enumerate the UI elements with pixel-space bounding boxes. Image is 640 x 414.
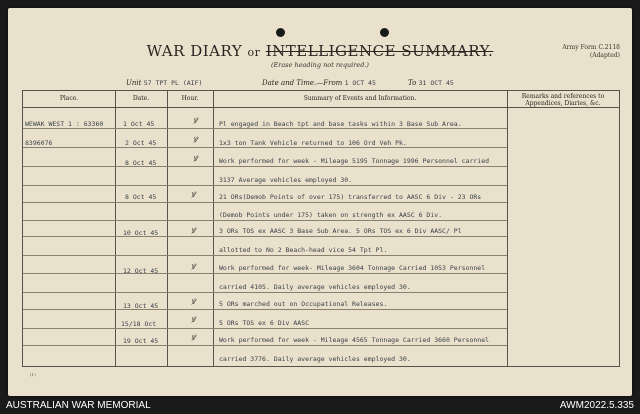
row-summary-line: Work performed for week- Mileage 3604 Tonnage Carried 1053 Personnel bbox=[219, 264, 486, 272]
punch-hole bbox=[276, 28, 285, 37]
initials-mark: ꝟ bbox=[191, 297, 196, 307]
form-code: (1) bbox=[30, 372, 36, 377]
header-date: Date. bbox=[132, 95, 150, 102]
war-diary-page bbox=[8, 8, 632, 396]
row-date: 2 Oct 45 bbox=[125, 139, 157, 147]
row-date: 12 Oct 45 bbox=[123, 267, 159, 275]
row-place: WEWAK WEST 1 : 63360 bbox=[25, 120, 104, 128]
title-or: or bbox=[247, 46, 261, 59]
row-date: 19 Oct 45 bbox=[123, 337, 159, 345]
form-subtitle: (Erase heading not required.) bbox=[271, 61, 369, 69]
row-summary-line: 5 ORs marched out on Occupational Releases. bbox=[219, 300, 388, 308]
row-summary-line: Pl engaged in Beach tpt and base tasks within 3 Base Sub Area. bbox=[219, 120, 462, 128]
initials-mark: ꝟ bbox=[193, 135, 198, 145]
initials-mark: ꝟ bbox=[193, 116, 198, 126]
row-date: 10 Oct 45 bbox=[123, 229, 159, 237]
row-summary-line: 5 ORs TOS ex 6 Div AASC bbox=[219, 319, 310, 327]
row-date: 8 Oct 45 bbox=[125, 193, 157, 201]
army-form-number: Army Form C.2118 (Adapted) bbox=[562, 44, 620, 59]
unit-field: Unit 57 TPT PL (AIF) bbox=[126, 79, 203, 87]
initials-mark: ꝟ bbox=[193, 154, 198, 164]
row-summary-line: carried 3776. Daily average vehicles employed 30. bbox=[219, 355, 411, 363]
header-summary: Summary of Events and Information. bbox=[303, 95, 417, 102]
row-summary-line: Work performed for week - Mileage 4565 Tonnage Carried 3660 Personnel bbox=[219, 336, 490, 344]
header-place: Place. bbox=[59, 95, 79, 102]
row-summary-line: allotted to No 2 Beach-head vice 54 Tpt Pl. bbox=[219, 246, 388, 254]
credit-accession-number: AWM2022.5.335 bbox=[559, 400, 634, 411]
row-summary-line: 1x3 ton Tank Vehicle returned to 106 Ord Veh Pk. bbox=[219, 139, 407, 147]
row-summary-line: Work performed for week - Mileage 5195 Tonnage 1996 Personnel carried bbox=[219, 157, 490, 165]
row-place: 8396076 bbox=[25, 139, 53, 147]
row-summary-line: 3 ORs TOS ex AASC 3 Base Sub Area. 5 ORs TOS ex 6 Div AASC/ Pl bbox=[219, 227, 462, 235]
date-to-field: To 31 OCT 45 bbox=[408, 79, 454, 87]
initials-mark: ꝟ bbox=[191, 190, 196, 200]
row-summary-line: carried 4105. Daily average vehicles employed 30. bbox=[219, 283, 411, 291]
date-from-value: 1 OCT 45 bbox=[344, 79, 376, 87]
initials-mark: ꝟ bbox=[191, 226, 196, 236]
title-intelligence-summary: INTELLIGENCE SUMMARY. bbox=[265, 42, 494, 60]
initials-mark: ꝟ bbox=[191, 315, 196, 325]
form-title bbox=[8, 42, 632, 60]
credit-institution: AUSTRALIAN WAR MEMORIAL bbox=[6, 400, 151, 411]
unit-value: 57 TPT PL (AIF) bbox=[143, 79, 203, 87]
row-summary-line: (Demob Points under 175) taken on strength ex AASC 6 Div. bbox=[219, 211, 443, 219]
row-date: 13 Oct 45 bbox=[123, 302, 159, 310]
header-remarks: Remarks and references to Appendices, Diaries, &c. bbox=[521, 93, 605, 107]
row-date: 15/18 Oct bbox=[121, 320, 157, 328]
punch-hole bbox=[380, 28, 389, 37]
title-war-diary: WAR DIARY bbox=[146, 42, 243, 60]
header-hour: Hour. bbox=[181, 95, 199, 102]
date-from-field: Date and Time.—From 1 OCT 45 bbox=[262, 79, 376, 87]
initials-mark: ꝟ bbox=[191, 262, 196, 272]
row-date: 8 Oct 45 bbox=[125, 159, 157, 167]
date-to-value: 31 OCT 45 bbox=[418, 79, 454, 87]
row-summary-line: 3137 Average vehicles employed 30. bbox=[219, 176, 353, 184]
initials-mark: ꝟ bbox=[191, 333, 196, 343]
diary-table bbox=[22, 90, 620, 367]
row-date: 1 Oct 45 bbox=[123, 120, 155, 128]
row-summary-line: 21 ORs(Demob Points of over 175) transferred to AASC 6 Div - 23 ORs bbox=[219, 193, 482, 201]
header-divider bbox=[23, 107, 619, 108]
